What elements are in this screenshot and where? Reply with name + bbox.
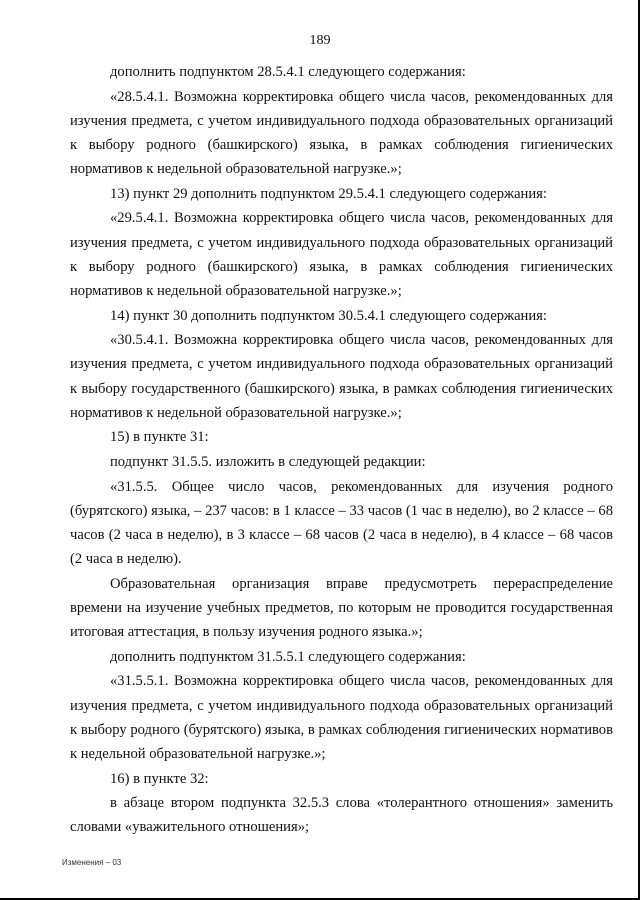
footer-label: Изменения – 03 — [62, 858, 122, 867]
paragraph: «31.5.5.1. Возможна корректировка общего числа часов, рекомендованных для изучения предмета, с учетом индивидуального подхода образовательных организаций к выбору родного (бурятского) языка, в рамках соблюдения гигиенических нормативов к недельной образовательной нагрузке.»; — [70, 673, 613, 762]
paragraph: Образовательная организация вправе предусмотреть перераспределение времени на изучение учебных предметов, по которым не проводится государственная итоговая аттестация, в пользу изучения родного языка.»; — [70, 575, 613, 641]
page-number: 189 — [309, 33, 331, 48]
document-body — [70, 60, 613, 840]
paragraph: 15) в пункте 31: — [110, 429, 209, 446]
paragraph: в абзаце втором подпункта 32.5.3 слова «толерантного отношения» заменить словами «уважительного отношения»; — [70, 795, 613, 836]
paragraph: дополнить подпунктом 31.5.5.1 следующего содержания: — [110, 648, 466, 665]
paragraph: «29.5.4.1. Возможна корректировка общего числа часов, рекомендованных для изучения предмета, с учетом индивидуального подхода образовательных организаций к выбору родного (башкирского) языка, в рамках соблюдения гигиенических нормативов к недельной образовательной нагрузке.»; — [70, 210, 613, 299]
paragraph: подпункт 31.5.5. изложить в следующей редакции: — [110, 453, 426, 470]
paragraph: 13) пункт 29 дополнить подпунктом 29.5.4.1 следующего содержания: — [110, 185, 547, 202]
paragraph: «28.5.4.1. Возможна корректировка общего числа часов, рекомендованных для изучения предмета, с учетом индивидуального подхода образовательных организаций к выбору родного (башкирского) языка, в рамках соблюдения гигиенических нормативов к недельной образовательной нагрузке.»; — [70, 88, 613, 178]
paragraph: «30.5.4.1. Возможна корректировка общего числа часов, рекомендованных для изучения предмета, с учетом индивидуального подхода образовательных организаций к выбору государственного (башкирского) языка, в рамках соблюдения гигиенических нормативов к недельной образовательной нагрузке.»; — [70, 332, 613, 421]
paragraph: дополнить подпунктом 28.5.4.1 следующего содержания: — [110, 64, 466, 80]
paragraph: 14) пункт 30 дополнить подпунктом 30.5.4.1 следующего содержания: — [110, 307, 547, 324]
paragraph: 16) в пункте 32: — [110, 770, 209, 787]
paragraph: «31.5.5. Общее число часов, рекомендованных для изучения родного (бурятского) языка, – 237 часов: в 1 классе – 33 часов (1 час в неделю), во 2 классе – 68 часов (2 часа в неделю), в 3 классе – 68 часов (2 часа в неделю), в 4 классе – 68 часов (2 часа в неделю). — [70, 478, 613, 568]
